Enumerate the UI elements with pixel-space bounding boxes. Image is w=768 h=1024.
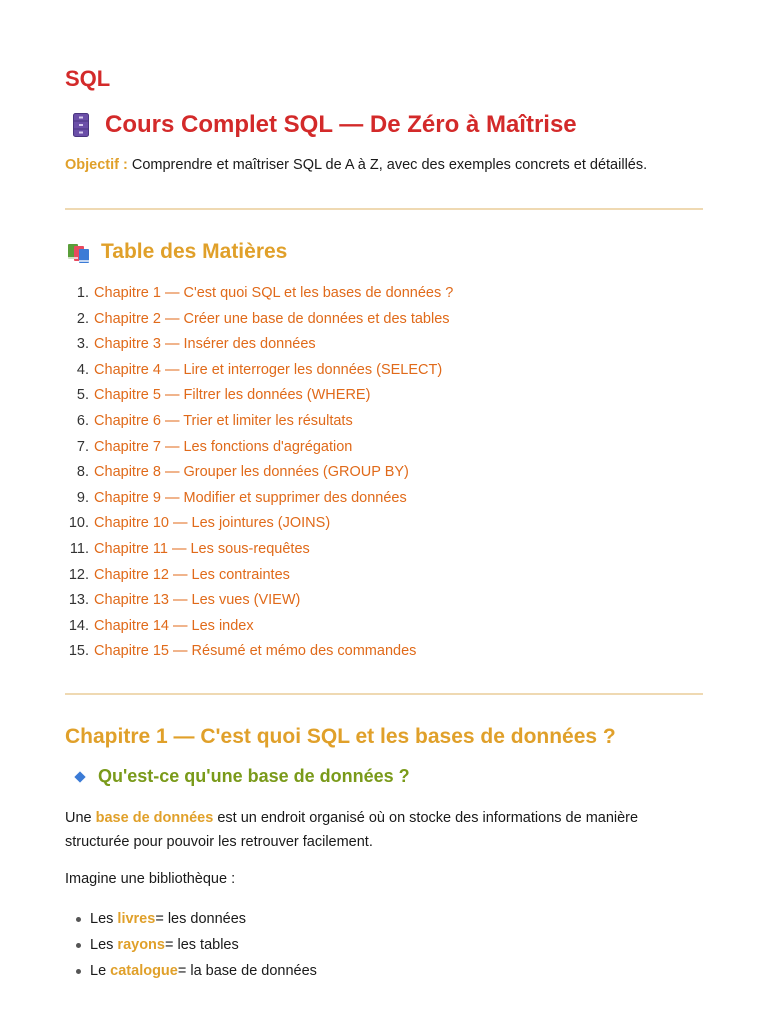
toc-item [65,565,453,591]
list-item-text: Le [90,963,107,979]
list-item-text: Les [90,937,114,953]
paragraph-text: Une [65,810,96,826]
divider [65,693,703,695]
section-heading-text: Qu'est-ce qu'une base de données ? [98,766,410,786]
list-item-text: = la base de données [177,963,317,979]
toc-item-number: 11. [69,540,89,557]
toc-link[interactable]: Chapitre 9 — Modifier et supprimer des données [94,489,407,506]
paragraph: Imagine une bibliothèque : [65,871,236,887]
toc-item [65,616,453,642]
objective-line [65,157,647,173]
blue-diamond-icon [74,771,85,782]
course-title-text: Cours Complet SQL — De Zéro à Maîtrise [105,111,577,138]
toc-item [65,334,453,360]
list-item [65,958,317,984]
bullet-icon [76,917,81,922]
paragraph-text: est un endroit organisé où on stocke des informations de manière structurée pour pouvoir les retrouver facilement. [65,810,639,850]
course-title [65,111,577,139]
section-heading [65,766,410,787]
bullet-list [65,906,317,984]
list-item [65,932,317,958]
bullet-icon [76,943,81,948]
toc-link[interactable]: Chapitre 14 — Les index [94,617,254,634]
toc-link[interactable]: Chapitre 2 — Créer une base de données et des tables [94,310,450,327]
bullet-icon [76,969,81,974]
toc-heading-text: Table des Matières [101,240,288,263]
objective-label: Objectif : [65,157,128,173]
toc-item [65,309,453,335]
toc-link[interactable]: Chapitre 7 — Les fonctions d'agrégation [94,438,353,455]
highlight-term: catalogue [110,963,178,979]
toc-item-number: 6. [76,412,89,429]
toc-item-number: 10. [68,515,89,532]
paragraph [65,806,685,854]
chapter-1-heading: Chapitre 1 — C'est quoi SQL et les bases de données ? [65,725,616,748]
toc-link[interactable]: Chapitre 6 — Trier et limiter les résultats [94,412,353,429]
list-item [65,906,317,932]
toc-link[interactable]: Chapitre 3 — Insérer des données [94,336,316,353]
toc-item [65,283,453,309]
divider [65,208,703,210]
document-title: SQL [65,66,111,91]
toc-item [65,385,453,411]
toc-link[interactable]: Chapitre 11 — Les sous-requêtes [94,540,310,557]
toc-heading [65,240,287,264]
toc-item-number: 12. [68,566,89,583]
objective-text: Comprendre et maîtriser SQL de A à Z, avec des exemples concrets et détaillés. [127,157,648,173]
toc-item-number: 2. [76,310,89,327]
toc-item-number: 14. [68,617,89,634]
toc-link[interactable]: Chapitre 4 — Lire et interroger les données (SELECT) [94,361,443,378]
highlight-term: livres [117,911,156,927]
toc-link[interactable]: Chapitre 5 — Filtrer les données (WHERE) [94,387,371,404]
toc-item [65,462,453,488]
toc-item-number: 7. [76,438,89,455]
toc-item-number: 9. [76,489,89,506]
toc-link[interactable]: Chapitre 13 — Les vues (VIEW) [94,592,301,609]
toc-item [65,513,453,539]
toc-item-number: 1. [76,285,89,301]
toc-item [65,590,453,616]
highlight-term: rayons [117,937,165,953]
file-cabinet-icon [73,113,89,137]
toc-item [65,641,453,667]
list-item-text: = les tables [164,937,239,953]
toc-item-number: 4. [76,361,89,378]
toc-link[interactable]: Chapitre 8 — Grouper les données (GROUP BY) [94,464,409,481]
list-item-text: = les données [155,911,247,927]
toc-item-number: 8. [76,464,89,481]
toc-item [65,539,453,565]
toc-item-number: 13. [68,592,89,609]
toc-link[interactable]: Chapitre 1 — C'est quoi SQL et les bases de données ? [94,285,454,301]
highlight-term: base de données [95,810,214,826]
toc-item-number: 3. [76,336,89,353]
toc-link[interactable]: Chapitre 10 — Les jointures (JOINS) [94,515,331,532]
toc-link[interactable]: Chapitre 15 — Résumé et mémo des commandes [94,643,417,660]
toc-item [65,488,453,514]
toc-item-number: 5. [76,387,89,404]
toc-item [65,360,453,386]
toc-item [65,437,453,463]
toc-item [65,411,453,437]
table-of-contents [65,283,453,667]
books-icon [65,240,91,264]
toc-link[interactable]: Chapitre 12 — Les contraintes [94,566,290,583]
list-item-text: Les [90,911,114,927]
toc-item-number: 15. [68,643,89,660]
